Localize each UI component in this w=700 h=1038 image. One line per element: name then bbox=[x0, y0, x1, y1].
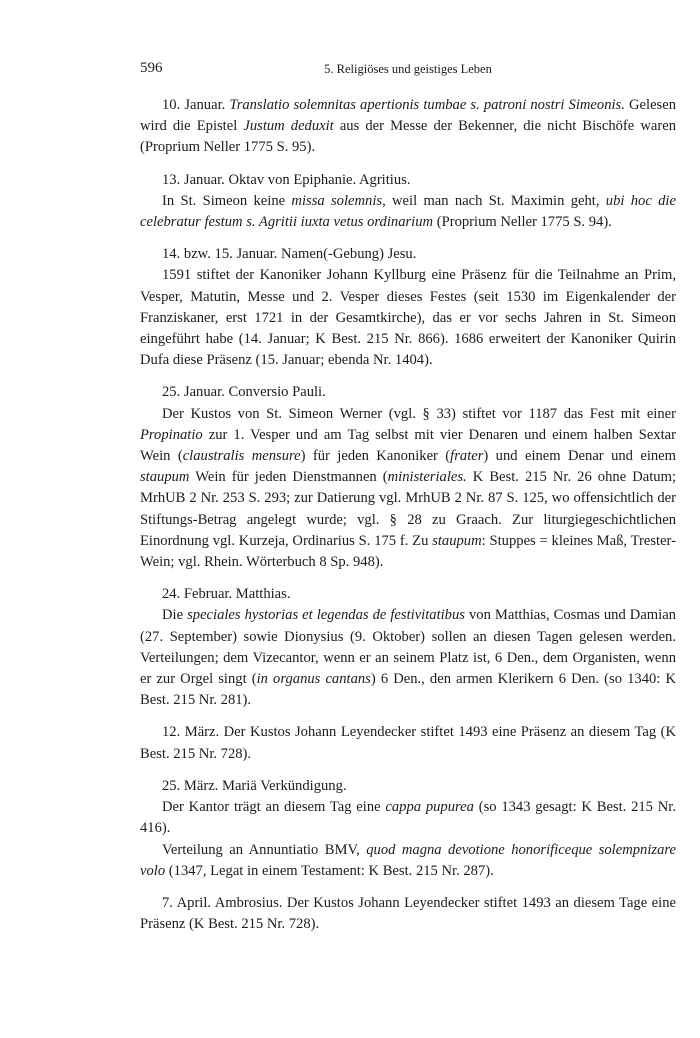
text-run: 12. März. Der Kustos Johann Leyendecker stiftet 1493 eine Präsenz an diesem Tag (K Best. 215 Nr. 728). bbox=[140, 724, 676, 762]
entry-heading-paragraph bbox=[140, 382, 676, 403]
text-run: Gelesen wird die Epistel bbox=[140, 97, 676, 135]
latin-phrase: staupum bbox=[432, 532, 482, 549]
text-run: 24. Februar. Matthias. bbox=[162, 586, 291, 603]
calendar-entry bbox=[140, 893, 676, 935]
entry-heading-paragraph bbox=[140, 722, 676, 764]
text-run: , weil man nach St. Maximin geht, bbox=[382, 192, 606, 209]
text-run: 10. Januar. bbox=[162, 97, 230, 113]
text-run: ) und einem Denar und einem bbox=[483, 448, 677, 465]
text-run: ) für jeden Kanoniker ( bbox=[300, 448, 451, 465]
text-run: Der Kustos von St. Simeon Werner (vgl. § 33) stiftet vor 1187 das Fest mit einer bbox=[162, 405, 676, 422]
text-run: aus der Messe der Bekenner, die nicht Bischöfe waren (Proprium Neller 1775 S. 95). bbox=[140, 118, 676, 156]
latin-phrase: speciales hystorias et legendas de festivitatibus bbox=[187, 607, 465, 624]
entry-paragraph bbox=[140, 404, 676, 574]
latin-phrase: ubi hoc die celebratur festum s. Agritii iuxta vetus ordinarium bbox=[140, 192, 676, 231]
calendar-entry bbox=[140, 382, 676, 573]
entry-paragraph bbox=[140, 605, 676, 711]
text-run: (Proprium Neller 1775 S. 94). bbox=[433, 214, 612, 231]
text-run: 7. April. Ambrosius. Der Kustos Johann Leyendecker stiftet 1493 an diesem Tage eine Präsenz (K Best. 215 Nr. 728). bbox=[140, 894, 676, 933]
latin-phrase: ministeriales. bbox=[387, 469, 467, 486]
entry-heading-paragraph bbox=[140, 776, 676, 797]
latin-phrase: Propinatio bbox=[140, 426, 203, 443]
entry-paragraph bbox=[140, 840, 676, 882]
text-run: 25. Januar. Conversio Pauli. bbox=[162, 384, 326, 401]
entry-heading-paragraph bbox=[140, 95, 676, 159]
text-run: Der Kantor trägt an diesem Tag eine bbox=[162, 799, 386, 816]
text-run: Verteilung an Annuntiatio BMV, bbox=[162, 841, 367, 858]
text-run: K Best. 215 Nr. 26 ohne Datum; MrhUB 2 Nr. 253 S. 293; zur Datierung vgl. MrhUB 2 Nr. 87 S. 125, wo offensichtlich der Stiftungs-Betrag angelegt wurde; vgl. § 28 zu Graach. Zur liturgiegeschichtlichen Einordnung vgl. Kurzeja, Ordinarius S. 175 f. Zu bbox=[140, 469, 676, 549]
running-title: 5. Religiöses und geistiges Leben bbox=[324, 62, 492, 76]
entry-paragraph bbox=[140, 265, 676, 371]
entry-heading-paragraph bbox=[140, 244, 676, 265]
text-run: (so 1343 gesagt: K Best. 215 Nr. 416). bbox=[140, 799, 676, 837]
entry-paragraph bbox=[140, 797, 676, 839]
latin-phrase: Justum deduxit bbox=[243, 118, 334, 135]
page-body bbox=[140, 95, 676, 946]
entry-heading-paragraph bbox=[140, 170, 676, 191]
text-run: von Matthias, Cosmas und Damian (27. September) sowie Dionysius (9. Oktober) sollen an diesen Tagen gelesen werden. Verteilungen; dem Vizecantor, wenn er an seinem Platz ist, 6 Den., dem Organisten, wenn er zur Orgel singt ( bbox=[140, 607, 676, 688]
entry-heading-paragraph bbox=[140, 893, 676, 935]
text-run: 14. bzw. 15. Januar. Namen(-Gebung) Jesu. bbox=[162, 246, 417, 263]
text-run: Die bbox=[162, 607, 188, 624]
text-run: In St. Simeon keine bbox=[162, 192, 292, 209]
latin-phrase: in organus cantans bbox=[256, 671, 371, 688]
latin-phrase: Translatio solemnitas apertionis tumbae s. patroni nostri Simeonis. bbox=[229, 97, 625, 113]
latin-phrase: quod magna devotione honorificeque solempnizare volo bbox=[140, 841, 676, 879]
latin-phrase: missa solemnis bbox=[291, 192, 383, 209]
text-run: 1591 stiftet der Kanoniker Johann Kyllburg eine Präsenz für die Teilnahme an Prim, Vesper, Matutin, Messe und 2. Vesper dieses Festes (seit 1530 im Eigenkalender der Franziskaner, erst 1721 in der Gesamtkirche), das er vor sechs Jahren in St. Simeon eingeführt habe (14. Januar; K Best. 215 Nr. 866). 1686 erweitert der Kanoniker Quirin Dufa diese Präsenz (15. Januar; ebenda Nr. 1404). bbox=[140, 267, 676, 369]
latin-phrase: frater bbox=[450, 448, 484, 465]
calendar-entry bbox=[140, 95, 676, 159]
latin-phrase: claustralis mensure bbox=[182, 448, 301, 465]
text-run: 13. Januar. Oktav von Epiphanie. Agritius. bbox=[162, 171, 411, 188]
calendar-entry bbox=[140, 584, 676, 711]
text-run: ) 6 Den., den armen Klerikern 6 Den. (so 1340: K Best. 215 Nr. 281). bbox=[140, 671, 676, 709]
calendar-entry bbox=[140, 776, 676, 882]
text-run: : Stuppes = kleines Maß, Trester-Wein; vgl. Rhein. Wörterbuch 8 Sp. 948). bbox=[140, 532, 676, 571]
page-header bbox=[140, 60, 676, 82]
entry-paragraph bbox=[140, 191, 676, 233]
text-run: Wein für jeden Dienstmannen ( bbox=[189, 469, 388, 486]
page-number: 596 bbox=[140, 60, 163, 76]
text-run: 25. März. Mariä Verkündigung. bbox=[162, 777, 347, 794]
calendar-entry bbox=[140, 722, 676, 764]
text-run: (1347, Legat in einem Testament: K Best. 215 Nr. 287). bbox=[165, 862, 494, 879]
latin-phrase: staupum bbox=[140, 469, 190, 486]
latin-phrase: cappa pupurea bbox=[385, 799, 474, 816]
calendar-entry bbox=[140, 244, 676, 371]
entry-heading-paragraph bbox=[140, 584, 676, 605]
calendar-entry bbox=[140, 170, 676, 234]
text-run: zur 1. Vesper und am Tag selbst mit vier Denaren und einem halben Sextar Wein ( bbox=[140, 426, 676, 465]
